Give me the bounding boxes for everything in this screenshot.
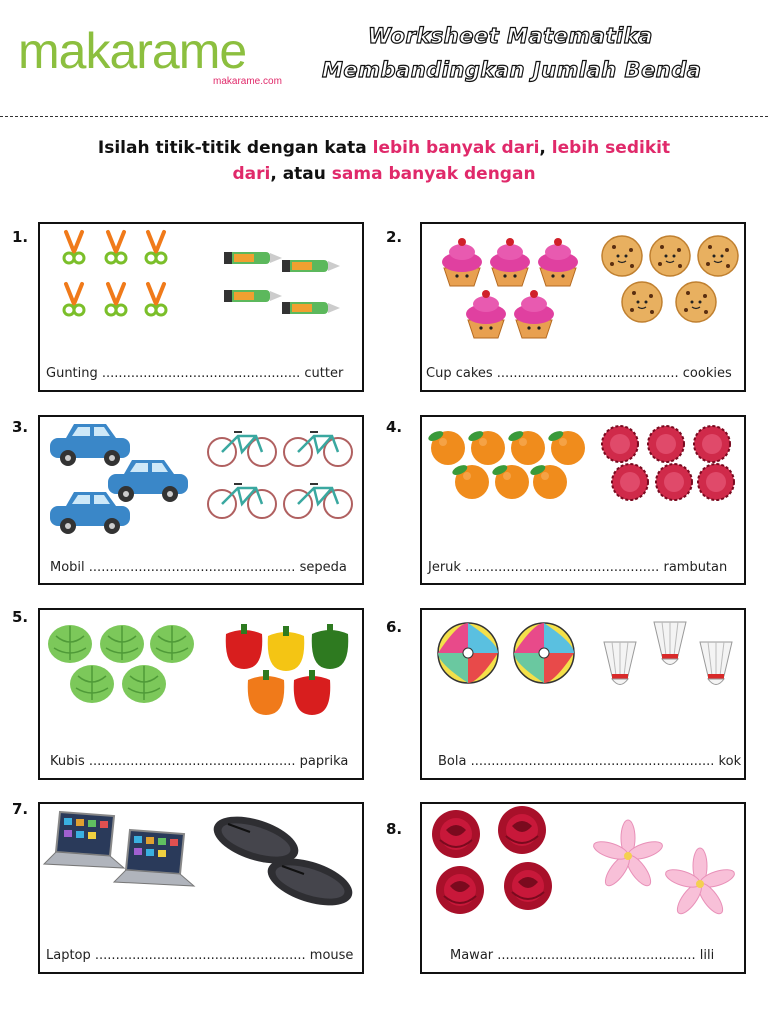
option-equal: sama banyak dengan — [331, 164, 536, 184]
logo: makarame — [18, 23, 247, 79]
logo-url: makarame.com — [213, 76, 282, 87]
answer-blank[interactable]: ........................................................... — [470, 754, 715, 769]
right-label: rambutan — [663, 560, 728, 575]
left-label: Mobil — [50, 560, 85, 575]
right-label: cutter — [304, 366, 344, 381]
right-label: sepeda — [299, 560, 347, 575]
problem-number: 7. — [12, 800, 29, 818]
left-label: Laptop — [46, 948, 91, 963]
left-label: Gunting — [46, 366, 98, 381]
problem-number: 8. — [386, 820, 403, 838]
instruction-separator: , — [539, 138, 552, 158]
option-less: lebih sedikit — [551, 138, 671, 158]
instruction-text: Isilah titik-titik dengan kata — [97, 138, 373, 158]
answer-blank[interactable]: ............................................ — [496, 366, 679, 381]
rose-icon — [432, 806, 552, 914]
problem-number: 6. — [386, 618, 403, 636]
left-label: Bola — [438, 754, 467, 769]
left-label: Cup cakes — [426, 366, 493, 381]
right-label: lili — [699, 948, 715, 963]
problem-number: 3. — [12, 418, 29, 436]
lily-icon — [592, 820, 737, 917]
problem-number: 4. — [386, 418, 403, 436]
left-label: Kubis — [50, 754, 85, 769]
answer-blank[interactable]: ............................................... — [465, 560, 660, 575]
title-line-1: Worksheet Matematika — [368, 24, 653, 48]
answer-blank[interactable]: ................................................ — [497, 948, 696, 963]
option-more: lebih banyak dari — [372, 138, 540, 158]
right-label: kok — [718, 754, 742, 769]
left-label: Jeruk — [428, 560, 461, 575]
right-label: cookies — [682, 366, 732, 381]
answer-blank[interactable]: ................................................... — [94, 948, 306, 963]
right-label: mouse — [309, 948, 354, 963]
answer-blank[interactable]: .................................................. — [88, 560, 296, 575]
option-less-cont: dari — [232, 164, 271, 184]
answer-blank[interactable]: ................................................ — [101, 366, 301, 381]
problem-number: 1. — [12, 228, 29, 246]
problem-number: 5. — [12, 608, 29, 626]
instruction-separator: , atau — [270, 164, 332, 184]
problem-line-8 — [450, 948, 714, 963]
right-label: paprika — [299, 754, 349, 769]
answer-blank[interactable]: .................................................. — [88, 754, 296, 769]
problem-number: 2. — [386, 228, 403, 246]
left-label: Mawar — [450, 948, 494, 963]
title-line-2: Membandingkan Jumlah Benda — [322, 58, 702, 82]
